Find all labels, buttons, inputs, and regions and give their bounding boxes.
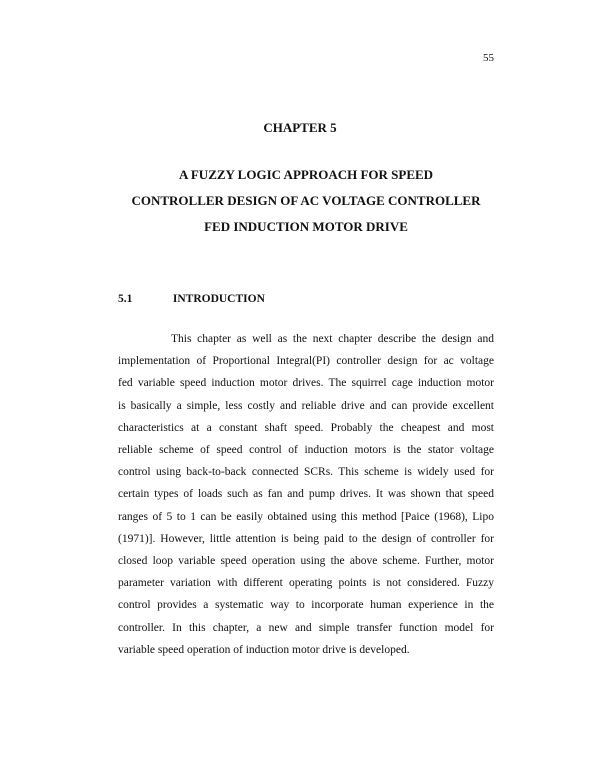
paragraph-line: This chapter as well as the next chapter describe the design and — [171, 333, 494, 345]
paragraph-line: characteristics at a constant shaft speed. Probably the cheapest and most — [118, 421, 494, 434]
paragraph-line: reliable scheme of speed control of induction motors is the stator voltage — [118, 444, 494, 457]
paragraph-line: variable speed operation of induction motor drive is developed. — [118, 643, 410, 656]
paragraph-line: fed variable speed induction motor drives. The squirrel cage induction motor — [118, 377, 494, 390]
chapter-title-line: FED INDUCTION MOTOR DRIVE — [204, 219, 408, 234]
chapter-title-line: A FUZZY LOGIC APPROACH FOR SPEED — [178, 167, 434, 182]
paragraph-line: (1971)]. However, little attention is being paid to the design of controller for — [118, 532, 494, 545]
section-title: INTRODUCTION — [172, 293, 265, 305]
paragraph-line: parameter variation with different operating points is not considered. Fuzzy — [118, 577, 494, 590]
paragraph-line: certain types of loads such as fan and pump drives. It was shown that speed — [118, 488, 494, 501]
paragraph-line: implementation of Proportional Integral(PI) controller design for ac voltage — [118, 355, 494, 368]
paragraph-line: control using back-to-back connected SCRs. This scheme is widely used for — [118, 466, 494, 479]
chapter-heading: CHAPTER 5 — [263, 120, 337, 135]
paragraph-line: is basically a simple, less costly and reliable drive and can provide excellent — [118, 399, 494, 412]
paragraph-line: control provides a systematic way to incorporate human experience in the — [118, 599, 494, 612]
section-heading — [118, 293, 265, 305]
page-number: 55 — [483, 52, 494, 64]
introduction-paragraph — [118, 328, 494, 661]
chapter-title-line: CONTROLLER DESIGN OF AC VOLTAGE CONTROLLER — [131, 193, 481, 208]
paragraph-line: closed loop variable speed operation using the above scheme. Further, motor — [118, 555, 494, 568]
chapter-title — [0, 162, 600, 240]
paragraph-line: ranges of 5 to 1 can be easily obtained using this method [Paice (1968), Lipo — [118, 510, 494, 523]
section-number: 5.1 — [118, 293, 133, 305]
paragraph-line: controller. In this chapter, a new and simple transfer function model for — [118, 621, 494, 634]
